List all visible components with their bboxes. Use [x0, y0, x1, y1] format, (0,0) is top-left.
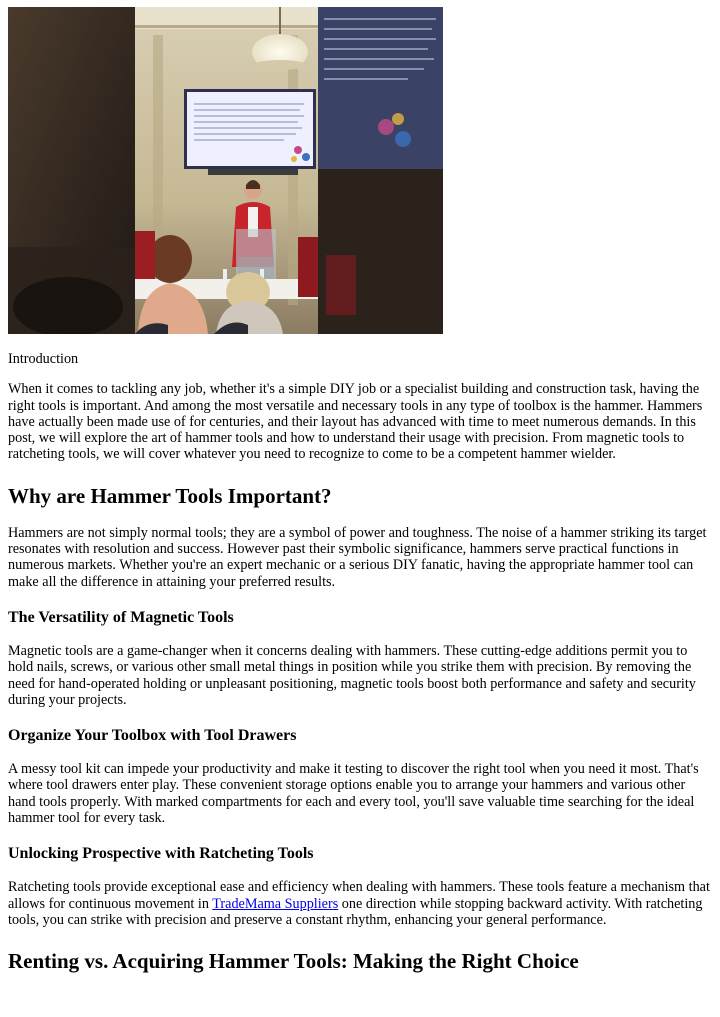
section-paragraph: [8, 879, 712, 928]
trademama-suppliers-link[interactable]: TradeMama Suppliers: [212, 895, 339, 912]
intro-paragraph: When it comes to tackling any job, whether it's a simple DIY job or a specialist building and construction task, having the right tools is important. And among the most versatile and necessary tools in any type of toolbox is the hammer. Hammers have actually been made use of for centuries, and their layout has advanced with time to meet numerous demands. In this post, we will explore the art of hammer tools and how to understand their usage with precision. From magnetic tools to ratcheting tools, we will cover whatever you need to recognize to come to be a competent hammer wielder.: [8, 381, 703, 463]
section-paragraph: A messy tool kit can impede your productivity and make it testing to discover the right tool when you need it most. That's where tool drawers enter play. These convenient storage options enable you to arrange your hammers and various other hand tools properly. With marked compartments for each and every tool, you'll save valuable time searching for the ideal hammer tool for every task.: [8, 761, 699, 827]
section-paragraph: Hammers are not simply normal tools; they are a symbol of power and toughness. The noise of a hammer striking its target resonates with resolution and success. However past their symbolic significance, hammers serve practical functions in numerous markets. Whether you're an expert mechanic or a serious DIY fanatic, having the appropriate hammer tool can make all the difference in attaining your preferred results.: [8, 524, 707, 590]
paragraph-text: one direction while stopping backward activity. With ratcheting tools, you can strike with precision and preserve a constant rhythm, enhancing your general performance.: [8, 895, 703, 928]
section-heading: Unlocking Prospective with Ratcheting Tools: [8, 845, 314, 863]
section-heading: The Versatility of Magnetic Tools: [8, 608, 234, 626]
section-heading: Renting vs. Acquiring Hammer Tools: Making the Right Choice: [8, 949, 579, 974]
section-heading: Why are Hammer Tools Important?: [8, 483, 332, 508]
section-paragraph: Magnetic tools are a game-changer when it concerns dealing with hammers. These cutting-edge additions permit you to hold nails, screws, or various other small metal things in position while you strike them with precision. By removing the need for hand-operated holding or unpleasant positioning, magnetic tools boost both performance and safety and security during your projects.: [8, 642, 696, 708]
article: [8, 7, 712, 974]
intro-label: Introduction: [8, 351, 79, 367]
section-heading: Organize Your Toolbox with Tool Drawers: [8, 727, 297, 745]
paragraph-text: Ratcheting tools provide exceptional ease and efficiency when dealing with hammers. These tools feature a mechanism that allows for continuous movement in: [8, 879, 710, 912]
hero-photo: [8, 7, 443, 334]
